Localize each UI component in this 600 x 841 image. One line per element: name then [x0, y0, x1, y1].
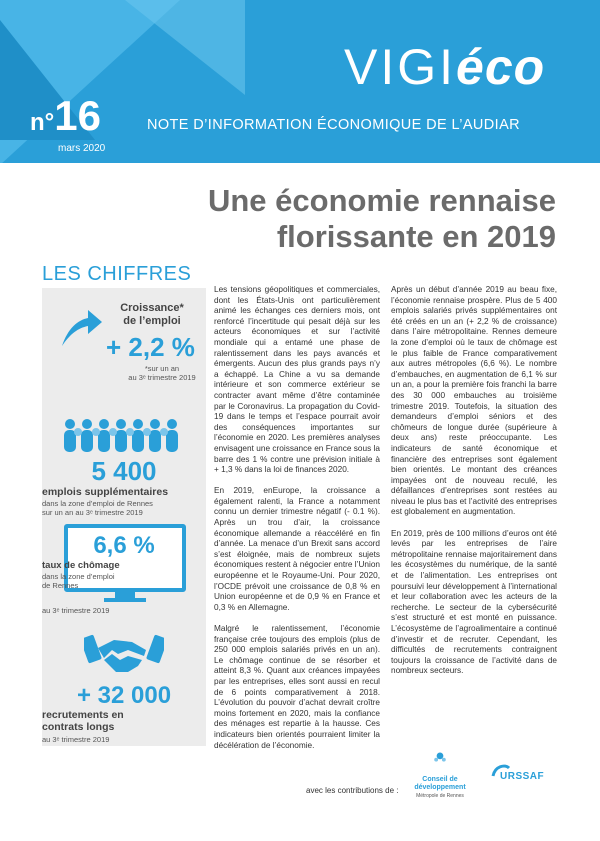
- stat-note-line: de Rennes: [42, 581, 79, 590]
- stat-value: + 32 000: [76, 682, 172, 709]
- stat-note: [42, 499, 206, 517]
- stat-note: au 3ᵉ trimestre 2019: [42, 735, 110, 744]
- conseil-developpement-logo: [410, 752, 470, 776]
- stat-value: 5 400: [91, 456, 157, 486]
- paragraph: Malgré le ralentissement, l’économie française crée toujours des emplois (plus de 250 000 emplois salariés privés en un an). Le chômage continue de se résorber et atteint 8,3 %. Quant aux créances impayées par les entreprises, elles sont aussi en recul de 6 points comparativement à 2018. L’évolution du pouvoir d’achat devrait croître moins fortement en 2020, mais la confiance des ménages est repartie à la hausse. Ces indicateurs bien orientés pourraient limiter la décélération de l’économie.: [214, 624, 380, 750]
- partner-subtitle: Métropole de Rennes: [416, 793, 464, 799]
- monitor-base: [104, 598, 146, 602]
- stat-label: taux de chômage: [42, 560, 120, 571]
- stat-value: 6,6 %: [93, 532, 155, 559]
- paragraph: Les tensions géopolitiques et commerciales, dont les États-Unis ont particulièrement animé les échanges ces derniers mois, ont renforcé l’incertitude qui pesait déjà sur les acteurs économiques et sur l’activité mondiale qui a entamé une phase de ralentissement dans les pays avancés et émergents. Aucun des plus grands pays n’y a échappé. La Chine a vu sa demande intérieure et son commerce extérieur se contracter avant même d’être contaminée par le Coronavirus. La propagation du Covid-19 dans le temps et l’espace pourrait avoir des conséquences importantes sur l’économie en 2020. Les premières analyses envisagent une croissance en France sous la barre des 1 % contre une prévision initiale à + 1,3 % dans la loi de finances 2020.: [214, 285, 380, 475]
- paragraph: En 2019, près de 100 millions d’euros ont été levés par les entreprises de l’aire métropolitaine rennaise majoritairement dans les écosystèmes du numérique, de la santé et de l’alimentation. Les entreprises ont poursuivi leur développement à l’international et leur collaboration avec les acteurs de la recherche. Le secteur de la cybersécurité s’est structuré et est monté en puissance. L’écosystème de l’agroalimentaire a continué d’investir et de recruter. Cependant, les difficultés de recrutements contraignent toujours la croissance de l’activité dans de nombreux secteurs.: [391, 528, 557, 676]
- stat-note: [122, 364, 202, 382]
- issue-date: mars 2020: [58, 143, 106, 154]
- partner-name-line: développement: [414, 783, 466, 791]
- title-line: florissante en 2019: [276, 219, 556, 254]
- article-column-1: [214, 285, 380, 762]
- paragraph: En 2019, enEurope, la croissance a également ralenti, la France a notamment connu un dernier trimestre négatif (- 0.1 %). Après un trou d’air, la croissance économique allemande a réaccéléré en fin d’année. La menace d’un Brexit sans accord s’est éloignée, mais de nombreux sujets économiques restent à négocier entre l’Union européenne et le Royaume-Uni. Pour 2020, l’OCDE prévoit une croissance de 0,8 % en Union européenne et de 0,9 % en France et 0,3 % en Allemagne.: [214, 486, 381, 612]
- stat-label-line: contrats longs: [42, 721, 115, 733]
- header-banner: [0, 0, 600, 163]
- stat-value: + 2,2 %: [106, 332, 195, 362]
- handshake-icon: [84, 628, 164, 678]
- brand-logo: VIGIéco: [344, 39, 546, 95]
- stat-label: [42, 709, 206, 733]
- stat-label-line: de l’emploi: [123, 315, 181, 327]
- issue-number: n°16: [30, 92, 101, 139]
- stat-label-line: recrutements en: [42, 709, 124, 721]
- partner-name: [410, 776, 470, 791]
- stat-note-line: dans la zone d’emploi de Rennes: [42, 499, 153, 508]
- stat-note-line: sur un an au 3ᵉ trimestre 2019: [42, 508, 143, 517]
- stat-note-line: *sur un an: [144, 364, 180, 373]
- partner-name-line: Conseil de: [422, 776, 458, 783]
- crowd-icon: [60, 416, 188, 454]
- contributions-label: avec les contributions de :: [306, 786, 399, 795]
- urssaf-logo: URSSAF: [500, 771, 545, 782]
- page-title: [176, 183, 556, 255]
- stat-label: emplois supplémentaires: [42, 486, 169, 498]
- sidebar-title: LES CHIFFRES: [42, 263, 192, 285]
- note-title: NOTE D’INFORMATION ÉCONOMIQUE DE L’AUDIAR: [147, 117, 521, 133]
- paragraph: Après un début d’année 2019 au beau fixe, l’économie rennaise prospère. Plus de 5 400 emplois salariés privés supplémentaires ont été créés en un an (+ 2,2 % de croissance) dans l’aire métropolitaine. Rennes demeure la zone d’emploi où le taux de chômage est le plus faible de France comparativement aux autres métropoles (6,6 %). Le nombre d’embauches, en augmentation de 6,1 % sur un an, a pour la première fois franchi la barre des 30 000 embauches au troisième trimestre 2019. Toutefois, la situation des demandeurs d’emploi séniors et des chômeurs de longue durée (supérieure à deux ans) reste préoccupante. Les indicateurs de santé économique et financière des entreprises sont également bien orientés. Le montant des créances impayées ont de nouveau reculé, les défaillances d’entreprises sont restées au niveau le plus bas et l’activité des entreprises est globalement en augmentation.: [391, 285, 557, 517]
- decorative-shape: [125, 0, 245, 95]
- stat-note: au 3ᵉ trimestre 2019: [42, 606, 110, 615]
- stat-label: [102, 302, 202, 328]
- article-column-2: [391, 285, 557, 688]
- arrow-up-icon: [58, 302, 106, 350]
- stat-note: [42, 572, 206, 590]
- stat-note-line: au 3ᵉ trimestre 2019: [128, 373, 196, 382]
- title-line: Une économie rennaise: [207, 183, 556, 218]
- key-figures-panel: [42, 288, 206, 746]
- stat-label-line: Croissance*: [120, 302, 184, 314]
- stat-note-line: dans la zone d’emploi: [42, 572, 115, 581]
